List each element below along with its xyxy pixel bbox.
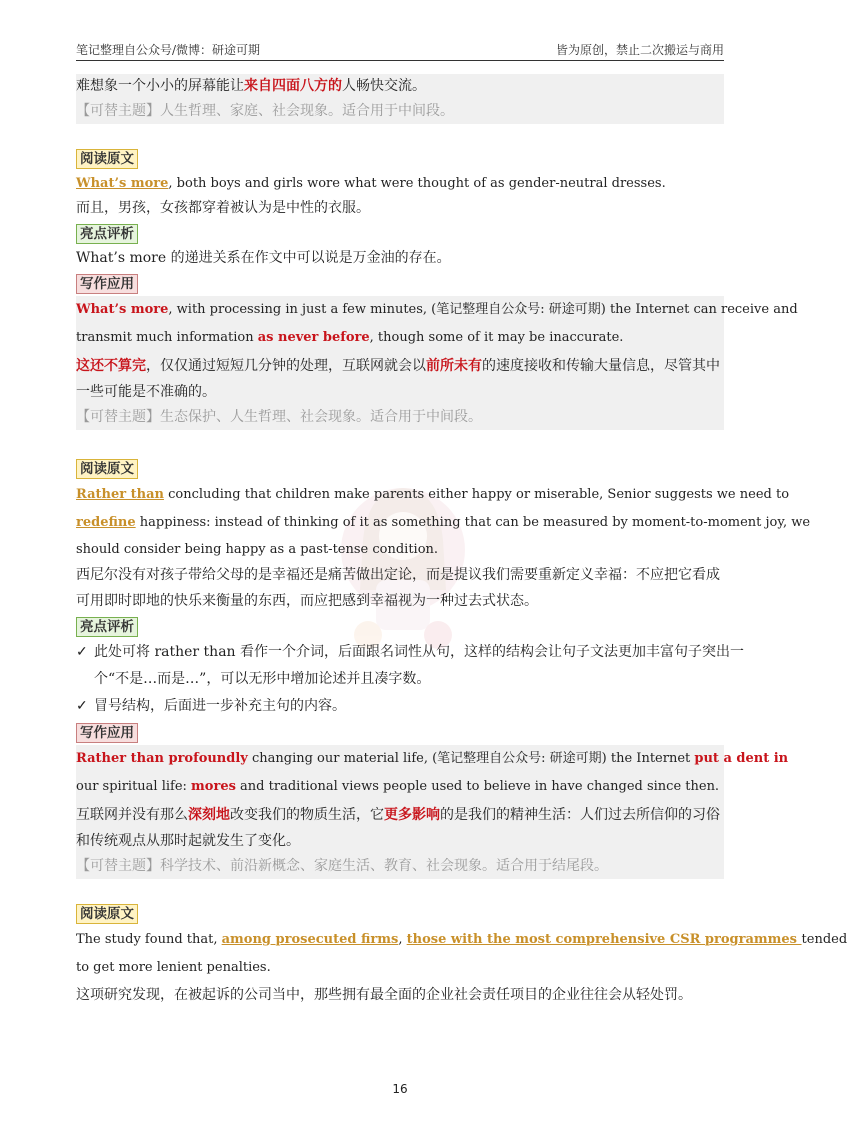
writing-application-tag: 写作应用 [76,723,138,743]
read-original-tag: 阅读原文 [76,904,138,924]
text-span: 改变我们的物质生活，它 [230,807,384,823]
alt-topics: 【可替主题】人生哲理、家庭、社会现象。适合用于中间段。 [76,99,724,124]
text-span: , both boys and girls wore what were thought of as gender-neutral dresses. [168,176,666,191]
writing-example [76,296,798,430]
english-line [76,481,790,509]
analysis-bullet [76,639,745,666]
chinese-line [76,352,724,380]
english-line [76,745,789,773]
paragraph-line [76,74,724,99]
english-line [76,296,798,324]
highlight-phrase: 这还不算完 [76,358,146,374]
text-span: concluding that children make parents either happy or miserable, Senior suggests we need to [163,487,790,502]
key-phrase: among prosecuted firms [221,932,399,947]
alt-topics: 【可替主题】生态保护、人生哲理、社会现象。适合用于中间段。 [76,409,482,425]
highlight-phrase: 更多影响 [384,807,440,823]
highlight-phrase: put a dent in [694,751,789,766]
key-phrase: Rather than [76,487,164,502]
text-span: happiness: instead of thinking of it as something that can be measured by moment-to-moment joy, we [135,515,811,530]
chinese-line: 一些可能是不准确的。 [76,384,216,400]
header-rule [76,60,724,61]
highlight-phrase: Rather than profoundly [76,751,248,766]
reading-section-3 [76,901,847,1008]
text-span: tended [801,932,847,947]
page-header [76,36,724,58]
text-span: transmit much information [76,330,258,345]
text-span: , [398,932,407,947]
chinese-translation: 这项研究发现，在被起诉的公司当中，那些拥有最全面的企业社会责任项目的企业往往会从轻处罚。 [76,987,692,1003]
checkmark-icon: ✓ [76,644,88,660]
highlight-phrase: What’s more [76,302,169,317]
english-line [76,171,724,196]
text-span: 的是我们的精神生活：人们过去所信仰的习俗 [440,807,720,823]
text-span: , with processing in just a few minutes, (笔记整理自公众号: 研途可期) the Internet can receive and [168,302,798,317]
analysis-text: What’s more 的递进关系在作文中可以说是万金油的存在。 [76,250,451,266]
checkmark-icon: ✓ [76,698,88,714]
header-left-text: 笔记整理自公众号/微博：研途可期 [76,43,261,57]
english-line [76,324,724,352]
english-line [76,773,724,801]
chinese-translation: 西尼尔没有对孩子带给父母的是幸福还是痛苦做出定论，而是提议我们需要重新定义幸福：不应把它看成 [76,567,720,583]
text-span: 此处可将 rather than 看作一个介词，后面跟名词性从句，这样的结构会让句子文法更加丰富句子突出一 [94,644,745,660]
text-span: 互联网并没有那么 [76,807,188,823]
text-span: ，仅仅通过短短几分钟的处理，互联网就会以 [146,358,426,374]
highlight-phrase: 来自四面八方的 [244,78,342,94]
chinese-translation: 而且，男孩，女孩都穿着被认为是中性的衣服。 [76,200,370,216]
text-span: and traditional views people used to believe in have changed since then. [235,779,720,794]
highlight-analysis-tag: 亮点评析 [76,617,138,637]
highlight-phrase: mores [191,779,236,794]
chinese-translation: 可用即时即地的快乐来衡量的东西，而应把感到幸福视为一种过去式状态。 [76,593,538,609]
reading-section-2 [76,456,811,879]
english-line [76,509,811,537]
key-phrase: those with the most comprehensive CSR programmes [406,932,802,947]
text-span: our spiritual life: [76,779,192,794]
highlight-analysis-tag: 亮点评析 [76,224,138,244]
read-original-tag: 阅读原文 [76,149,138,169]
key-phrase: What’s more [76,176,169,191]
text-span: 难想象一个小小的屏幕能让 [76,78,244,94]
text-span: changing our material life, (笔记整理自公众号: 研途可期) the Internet [247,751,695,766]
header-right-text: 皆为原创，禁止二次搬运与商用 [555,43,724,57]
page-content [76,74,847,1008]
analysis-bullet [76,693,724,720]
analysis-bullet-cont: 个“不是…而是…”，可以无形中增加论述并且凑字数。 [94,671,431,687]
english-line: to get more lenient penalties. [76,960,271,975]
page-number: 16 [392,1082,408,1096]
writing-application-tag: 写作应用 [76,274,138,294]
key-phrase: redefine [76,515,136,530]
highlight-phrase: as never before [257,330,370,345]
text-span: 人畅快交流。 [342,78,426,94]
highlight-phrase: 前所未有 [426,358,482,374]
reading-section-1 [76,146,798,430]
highlight-phrase: 深刻地 [188,807,230,823]
writing-example [76,745,789,879]
alt-topics: 【可替主题】科学技术、前沿新概念、家庭生活、教育、社会现象。适合用于结尾段。 [76,858,608,874]
text-span: 的速度接收和传输大量信息，尽管其中 [482,358,720,374]
text-span: The study found that, [76,932,222,947]
chinese-line [76,801,724,829]
text-span: 冒号结构，后面进一步补充主句的内容。 [94,698,346,714]
text-span: , though some of it may be inaccurate. [369,330,624,345]
english-line: should consider being happy as a past-tense condition. [76,542,439,557]
english-line [76,926,847,954]
read-original-tag: 阅读原文 [76,459,138,479]
chinese-line: 和传统观点从那时起就发生了变化。 [76,833,300,849]
